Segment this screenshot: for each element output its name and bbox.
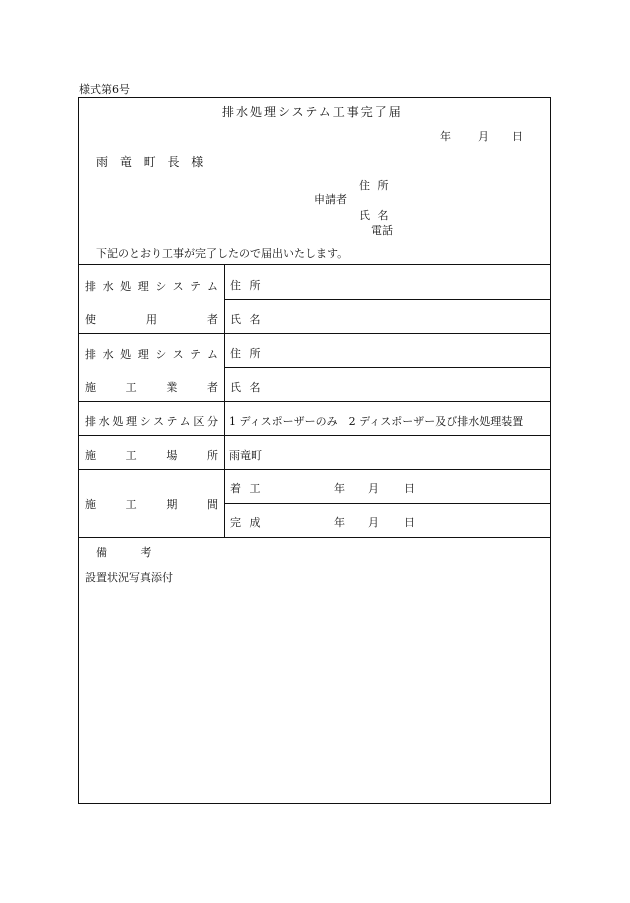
contractor-address-label: 住 所	[230, 347, 261, 360]
contractor-name-label: 氏 名	[230, 381, 261, 394]
category-label: 排水処理システム区分	[85, 415, 218, 428]
applicant-address-label: 住 所	[359, 179, 389, 192]
divider	[78, 401, 551, 402]
date-year: 年	[440, 130, 451, 143]
divider	[224, 503, 551, 504]
divider	[78, 435, 551, 436]
site-label: 施工場所	[85, 449, 218, 462]
date-day: 日	[512, 130, 523, 143]
period-end-day: 日	[404, 516, 415, 529]
addressee: 雨 竜 町 長 様	[96, 155, 204, 169]
site-value: 雨竜町	[229, 449, 262, 462]
period-start-year: 年	[334, 482, 345, 495]
applicant-name-label: 氏 名	[359, 209, 389, 222]
period-start-day: 日	[404, 482, 415, 495]
period-end-label: 完 成	[230, 516, 261, 529]
statement: 下記のとおり工事が完了したので届出いたします。	[96, 247, 349, 260]
remarks-label: 備 考	[96, 546, 152, 559]
form-number-label: 様式第6号	[79, 83, 130, 96]
divider	[78, 537, 551, 538]
date-month: 月	[478, 130, 489, 143]
user-label-line2: 使用者	[85, 313, 218, 326]
divider	[224, 367, 551, 368]
applicant-label: 申請者	[314, 193, 347, 206]
remarks-note: 設置状況写真添付	[85, 571, 173, 584]
divider	[78, 333, 551, 334]
period-start-label: 着 工	[230, 482, 261, 495]
period-end-month: 月	[368, 516, 379, 529]
user-name-label: 氏 名	[230, 313, 261, 326]
contractor-label-line2: 施工業者	[85, 381, 218, 394]
period-start-month: 月	[368, 482, 379, 495]
user-label-line1: 排水処理システム	[85, 280, 218, 293]
period-end-year: 年	[334, 516, 345, 529]
user-address-label: 住 所	[230, 279, 261, 292]
divider	[224, 299, 551, 300]
category-options: 1 ディスポーザーのみ 2 ディスポーザー及び排水処理装置	[229, 415, 524, 428]
contractor-label-line1: 排水処理システム	[85, 348, 218, 361]
divider	[78, 469, 551, 470]
form-title: 排水処理システム工事完了届	[222, 105, 403, 119]
divider-header	[78, 264, 551, 265]
column-divider	[224, 265, 225, 537]
applicant-phone-label: 電話	[371, 224, 393, 237]
period-label: 施工期間	[85, 498, 218, 511]
